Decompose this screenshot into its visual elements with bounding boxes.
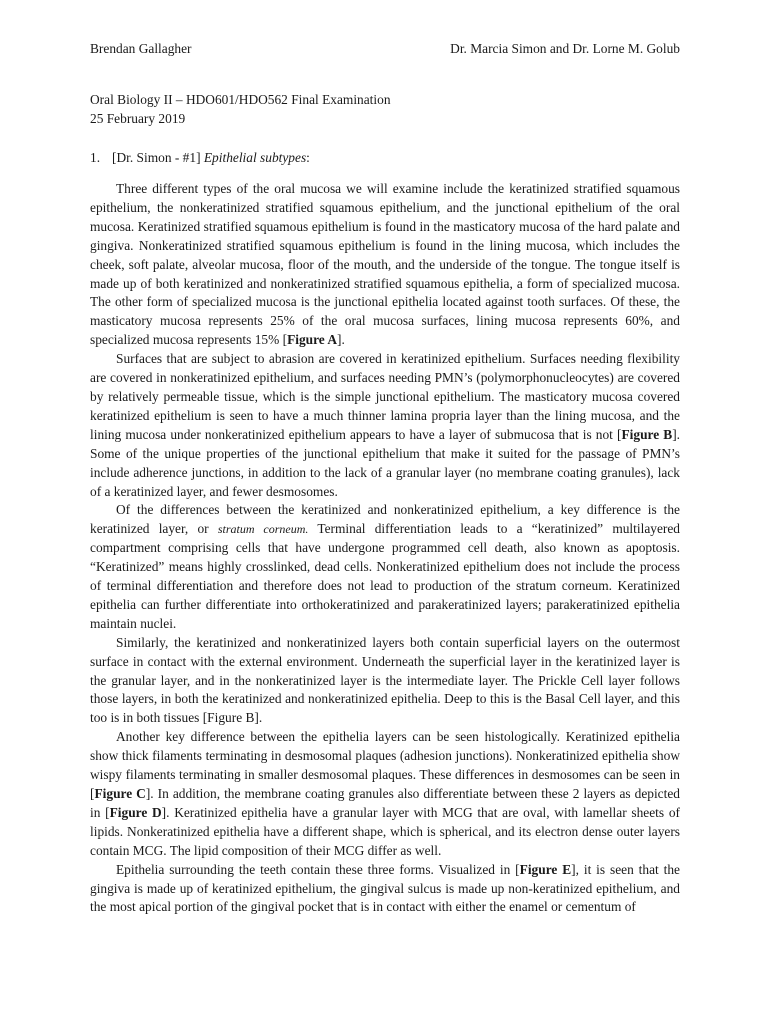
answer-paragraph	[90, 350, 680, 501]
figure-reference: Figure A	[287, 332, 338, 348]
paragraph-text: Another key difference between the epithelia layers can be seen histologically. Keratinized epithelia show thick filaments terminating in desmosomal plaques (adhesion junctions). Nonkeratinized epithelia show wispy filaments terminating in smaller desmosomal plaques. These differences in desmosomes can be seen in [	[90, 729, 680, 801]
paragraph-text: Epithelia surrounding the teeth contain these three forms. Visualized in [	[116, 861, 520, 877]
answer-paragraph	[90, 180, 680, 350]
paragraph-text: Terminal differentiation leads to a “keratinized” multilayered compartment comprising cells that have undergone programmed cell death, also known as apoptosis. “Keratinized” means highly crosslinked, dead cells. Nonkeratinized epithelium does not include the process of terminal differentiation and therefore does not lead to production of the stratum corneum. Keratinized epithelia can further differentiate into orthokeratinized and parakeratinized layers; parakeratinized epithelia maintain nuclei.	[90, 521, 680, 631]
question-topic: Epithelial subtypes	[203, 150, 307, 165]
figure-reference: Figure C	[94, 786, 146, 801]
paragraph-text: ]. In addition, the membrane coating granules also differentiate between these 2 layers as depicted in [	[90, 786, 680, 820]
question-number: 1.	[90, 150, 101, 165]
exam-date: 25 February 2019	[90, 110, 186, 126]
instructor-names: Dr. Marcia Simon and Dr. Lorne M. Golub	[450, 41, 680, 56]
paragraph-text: Surfaces that are subject to abrasion are covered in keratinized epithelium. Surfaces needing flexibility are covered in nonkeratinized epithelium, and surfaces needing PMN’s (polymorphonucleocytes) are covered by relatively permeable tissue, which is the simple junctional epithelium. The masticatory mucosa covered keratinized epithelium is seen to have a much thinner lamina propria layer than the lining mucosa, and the lining mucosa under nonkeratinized epithelium appears to have a layer of submucosa that is not [	[90, 351, 680, 442]
author-name: Brendan Gallagher	[90, 41, 192, 56]
question-heading	[90, 149, 680, 168]
paragraph-text: ]. Keratinized epithelia have a granular layer with MCG that are oval, with lamellar sheets of lipids. Nonkeratinized epithelia have a different shape, which is spherical, and its electron dense outer layers contain MCG. The lipid composition of their MCG differ as well.	[90, 804, 680, 858]
answer-paragraph	[90, 861, 680, 918]
paragraph-text: ]. Some of the unique properties of the junctional epithelium that make it suited for the passage of PMN’s include adherence junctions, in addition to the lack of a granular layer (no membrane coating granules), lack of a keratinized layer, and fewer desmosomes.	[90, 426, 680, 499]
figure-reference: Figure E	[519, 861, 572, 877]
answer-body	[90, 180, 680, 917]
paragraph-text: Similarly, the keratinized and nonkeratinized layers both contain superficial layers on the outermost surface in contact with the external environment. Underneath the superficial layer in the keratinized layer is the granular layer, and in the nonkeratinized layer is the intermediate layer. The Prickle Cell layer follows those layers, in both the keratinized and nonkeratinized epithelia. Deep to this is the Basal Cell layer, and this too is in both tissues [Figure B].	[90, 634, 680, 726]
page-header	[90, 40, 680, 59]
paragraph-text: Three different types of the oral mucosa we will examine include the keratinized stratified squamous epithelium, the nonkeratinized stratified squamous epithelium, and the junctional epithelium of the oral mucosa. Keratinized stratified squamous epithelium is found in the masticatory mucosa of the hard palate and gingiva. Nonkeratinized stratified squamous epithelium is found in the lining mucosa, which includes the cheek, soft palate, alveolar mucosa, floor of the mouth, and the underside of the tongue. The tongue itself is made up of both keratinized and nonkeratinized stratified squamous epithelia, a form of specialized mucosa. The other form of specialized mucosa is the junctional epithelia located against tooth surfaces. Of these, the masticatory mucosa represents 25% of the oral mucosa surfaces, lining mucosa represents 60%, and specialized mucosa represents 15% [	[90, 181, 680, 348]
paragraph-text: ], it is seen that the gingiva is made up of keratinized epithelium, the gingival sulcus is made up non-keratinized epithelium, and the most apical portion of the gingival pocket that is in contact with either the enamel or cementum of	[90, 861, 681, 915]
figure-reference: Figure B	[621, 426, 673, 442]
course-title: Oral Biology II – HDO601/HDO562 Final Examination	[90, 92, 391, 107]
answer-paragraph	[90, 634, 680, 729]
answer-paragraph	[90, 501, 680, 633]
question-prefix: [Dr. Simon - #1]	[112, 150, 204, 165]
figure-reference: Figure D	[109, 804, 162, 820]
question-suffix: :	[306, 150, 310, 165]
paragraph-text: ].	[337, 332, 345, 348]
paragraph-text: stratum corneum.	[217, 522, 309, 537]
exam-meta	[90, 91, 680, 129]
paragraph-text: Of the differences between the keratinized and nonkeratinized epithelium, a key difference is the keratinized layer, or	[90, 502, 680, 537]
answer-paragraph	[90, 728, 680, 860]
